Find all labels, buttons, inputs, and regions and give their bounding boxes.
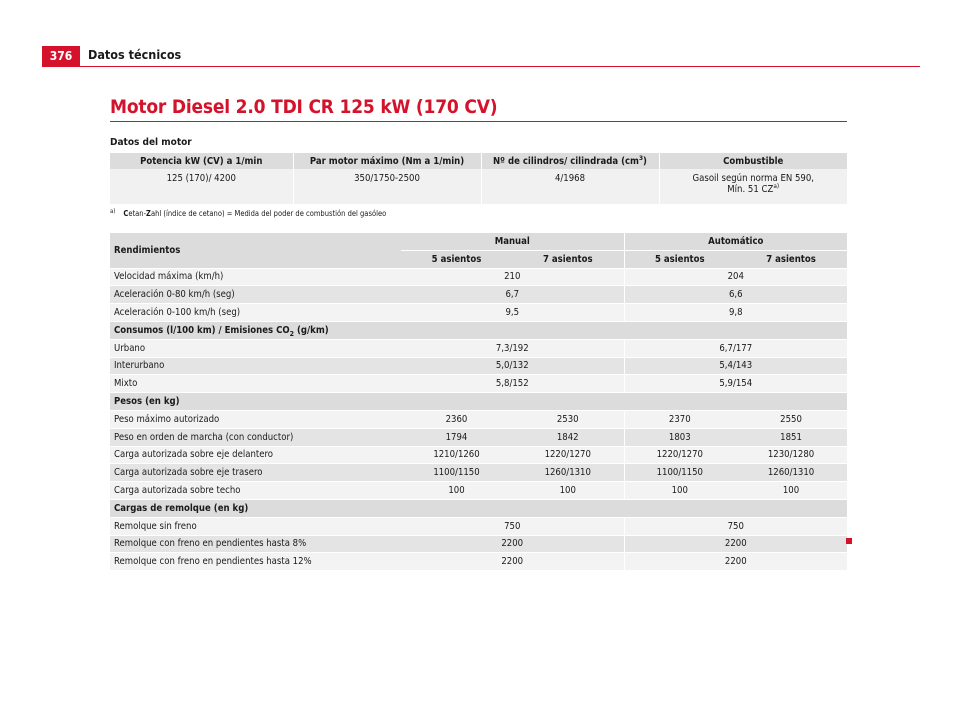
col-power: Potencia kW (CV) a 1/min <box>110 153 293 169</box>
col-auto-5: 5 asientos <box>624 250 735 268</box>
engine-data-table <box>110 153 847 204</box>
col-manual: Manual <box>401 233 624 250</box>
col-manual-7: 7 asientos <box>512 250 624 268</box>
page-header <box>42 46 920 67</box>
table-row: Remolque sin freno 750 750 <box>110 517 847 535</box>
table-row: Aceleración 0-80 km/h (seg) 6,7 6,6 <box>110 286 847 304</box>
performance-table <box>110 233 847 571</box>
table-row: Peso máximo autorizado 2360 2530 2370 2550 <box>110 410 847 428</box>
table-row: Mixto 5,8/152 5,9/154 <box>110 375 847 393</box>
table-row: Interurbano 5,0/132 5,4/143 <box>110 357 847 375</box>
group-row-pesos: Pesos (en kg) <box>110 393 847 411</box>
table-row: Velocidad máxima (km/h) 210 204 <box>110 268 847 286</box>
table-row: Remolque con freno en pendientes hasta 8% 2200 2200 <box>110 535 847 553</box>
col-auto-7: 7 asientos <box>735 250 847 268</box>
power-value: 125 (170)/ 4200 <box>110 169 293 204</box>
footnote: $^{a)}$ Cetan-Zahl (índice de cetano) = Medida del poder de combustión del gasóleo <box>110 208 387 218</box>
col-torque: Par motor máximo (Nm a 1/min) <box>293 153 481 169</box>
page-title: Motor Diesel 2.0 TDI CR 125 kW (170 CV) <box>110 96 498 118</box>
group-row-remolque: Cargas de remolque (en kg) <box>110 499 847 517</box>
col-cylinders: Nº de cilindros/ cilindrada $(cm^3)$ <box>481 153 659 169</box>
col-automatico: Automático <box>624 233 847 250</box>
torque-value: 350/1750-2500 <box>293 169 481 204</box>
header-divider <box>80 66 920 67</box>
title-divider <box>110 121 847 122</box>
table-row: Carga autorizada sobre eje delantero 1210/1260 1220/1270 1220/1270 1230/1280 <box>110 446 847 464</box>
section-end-marker <box>846 538 852 544</box>
col-fuel: Combustible <box>659 153 847 169</box>
col-rendimientos: Rendimientos <box>110 233 401 268</box>
group-row-consumos: Consumos (l/100 km) / Emisiones $CO_2$ (g/km) <box>110 321 847 339</box>
engine-value-row <box>110 169 847 204</box>
section-title: Datos técnicos <box>88 47 182 62</box>
fuel-value: Gasoil según norma EN 590, Mín. 51 CZ$^{a)}$ <box>659 169 847 204</box>
engine-data-heading: Datos del motor <box>110 137 192 148</box>
table-row: Remolque con freno en pendientes hasta 12% 2200 2200 <box>110 553 847 571</box>
table-row: Carga autorizada sobre techo 100 100 100 100 <box>110 482 847 500</box>
col-manual-5: 5 asientos <box>401 250 512 268</box>
table-row: Carga autorizada sobre eje trasero 1100/1150 1260/1310 1100/1150 1260/1310 <box>110 464 847 482</box>
page-number: 376 <box>42 46 80 67</box>
table-row: Urbano 7,3/192 6,7/177 <box>110 339 847 357</box>
cylinders-value: 4/1968 <box>481 169 659 204</box>
perf-header-row <box>110 233 847 250</box>
table-row: Peso en orden de marcha (con conductor) 1794 1842 1803 1851 <box>110 428 847 446</box>
table-row: Aceleración 0-100 km/h (seg) 9,5 9,8 <box>110 304 847 322</box>
engine-header-row <box>110 153 847 169</box>
